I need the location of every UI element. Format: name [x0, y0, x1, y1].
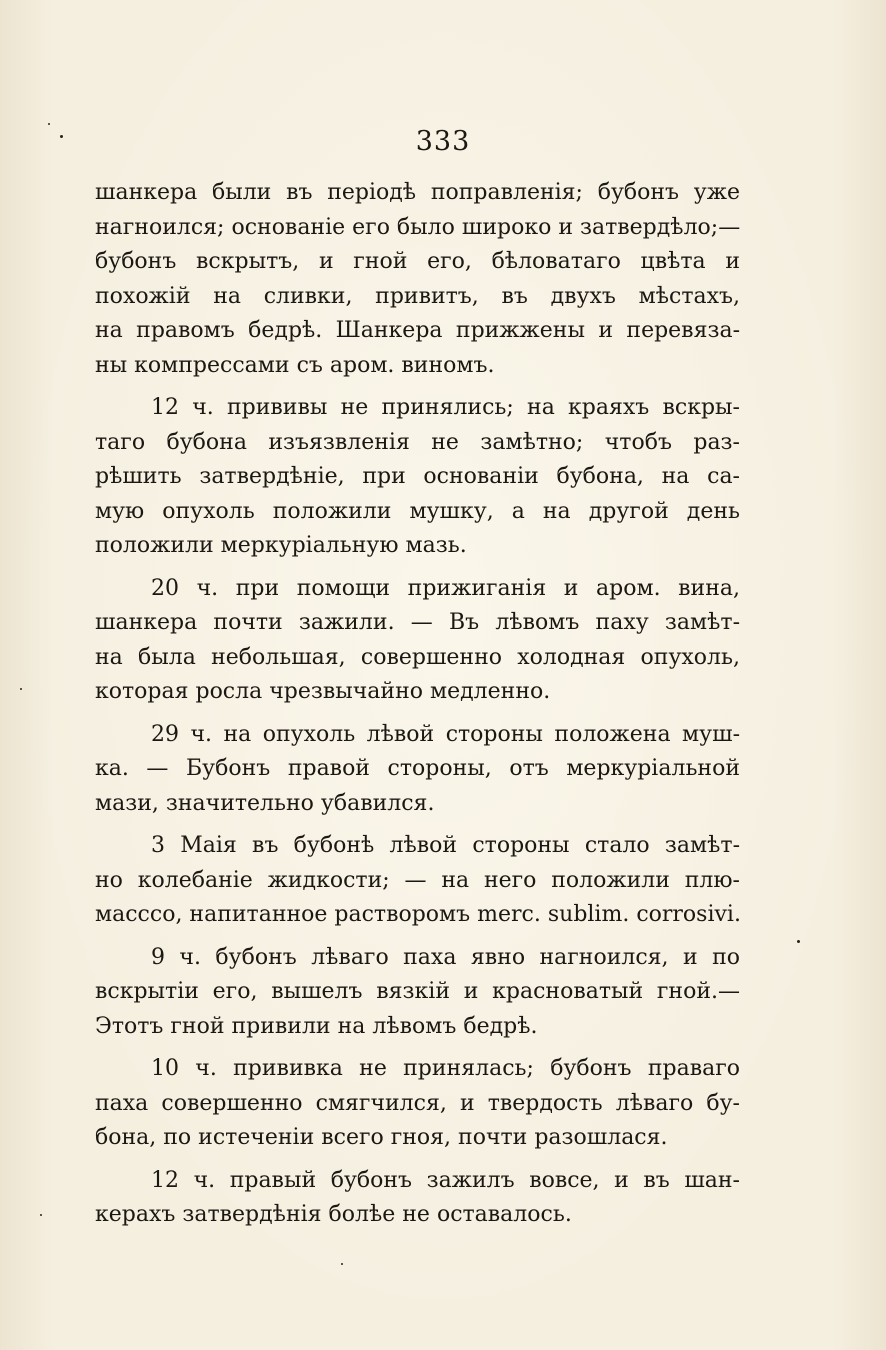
text-line: 29 ч. на опухоль лѣвой стороны положена муш- — [151, 721, 740, 747]
text-line: 12 ч. правый бубонъ зажилъ вовсе, и въ шан- — [151, 1167, 740, 1193]
ink-speck — [40, 1214, 42, 1216]
paragraph — [95, 391, 740, 564]
ink-speck — [60, 135, 63, 138]
text-line: бона, по истеченіи всего гноя, почти разошлася. — [95, 1125, 668, 1150]
text-line: рѣшить затвердѣніе, при основаніи бубона, на са- — [95, 464, 740, 489]
text-line: вскрытіи его, вышелъ вязкій и красноватый гной.— — [95, 979, 740, 1004]
text-line: шанкера почти зажили. — Въ лѣвомъ паху замѣт- — [95, 610, 740, 635]
text-line: шанкера были въ періодѣ поправленія; бубонъ уже — [95, 180, 740, 205]
text-line: 10 ч. прививка не принялась; бубонъ праваго — [151, 1056, 740, 1081]
paragraph — [95, 1052, 740, 1156]
text-line: Этотъ гной привили на лѣвомъ бедрѣ. — [95, 1013, 538, 1039]
text-line: масссо, напитанное растворомъ merc. sublim. corrosivi. — [95, 902, 741, 927]
text-line: которая росла чрезвычайно медленно. — [95, 679, 551, 704]
text-line: нагноился; основаніе его было широко и затвердѣло;— — [95, 214, 741, 240]
paragraph — [95, 176, 740, 383]
text-line: на правомъ бедрѣ. Шанкера прижжены и перевяза- — [95, 318, 740, 343]
ink-speck — [48, 123, 50, 125]
text-line: но колебаніе жидкости; — на него положили плю- — [95, 867, 740, 893]
text-line: мую опухоль положили мушку, а на другой день — [95, 498, 740, 524]
text-line: 12 ч. прививы не принялись; на краяхъ вскры- — [151, 395, 740, 420]
text-line: мази, значительно убавился. — [95, 790, 435, 816]
ink-speck — [797, 940, 800, 943]
text-line: 9 ч. бубонъ лѣваго паха явно нагноился, и по — [151, 944, 740, 970]
page-number: 333 — [415, 126, 471, 157]
text-line: ка. — Бубонъ правой стороны, отъ меркуріальной — [95, 756, 740, 781]
paragraph — [95, 718, 740, 822]
text-line: паха совершенно смягчился, и твердость лѣваго бу- — [95, 1090, 740, 1116]
text-line: керахъ затвердѣнія болѣе не оставалось. — [95, 1202, 572, 1227]
text-line: таго бубона изъязвленія не замѣтно; чтобъ раз- — [95, 429, 740, 455]
paragraph — [95, 829, 740, 933]
paragraph — [95, 572, 740, 710]
text-line: бубонъ вскрытъ, и гной его, бѣловатаго цвѣта и — [95, 249, 740, 274]
paragraph — [95, 1164, 740, 1233]
body-text — [95, 176, 740, 1241]
ink-speck — [20, 688, 22, 690]
ink-speck — [341, 1263, 343, 1265]
text-line: ны компрессами съ аром. виномъ. — [95, 352, 495, 378]
text-line: 3 Маія въ бубонѣ лѣвой стороны стало замѣт- — [151, 833, 740, 858]
text-line: на была небольшая, совершенно холодная опухоль, — [95, 644, 740, 670]
text-line: положили меркуріальную мазь. — [95, 533, 467, 558]
text-line: похожій на сливки, привитъ, въ двухъ мѣстахъ, — [95, 283, 740, 309]
text-line: 20 ч. при помощи прижиганія и аром. вина, — [151, 575, 740, 601]
paragraph — [95, 941, 740, 1045]
